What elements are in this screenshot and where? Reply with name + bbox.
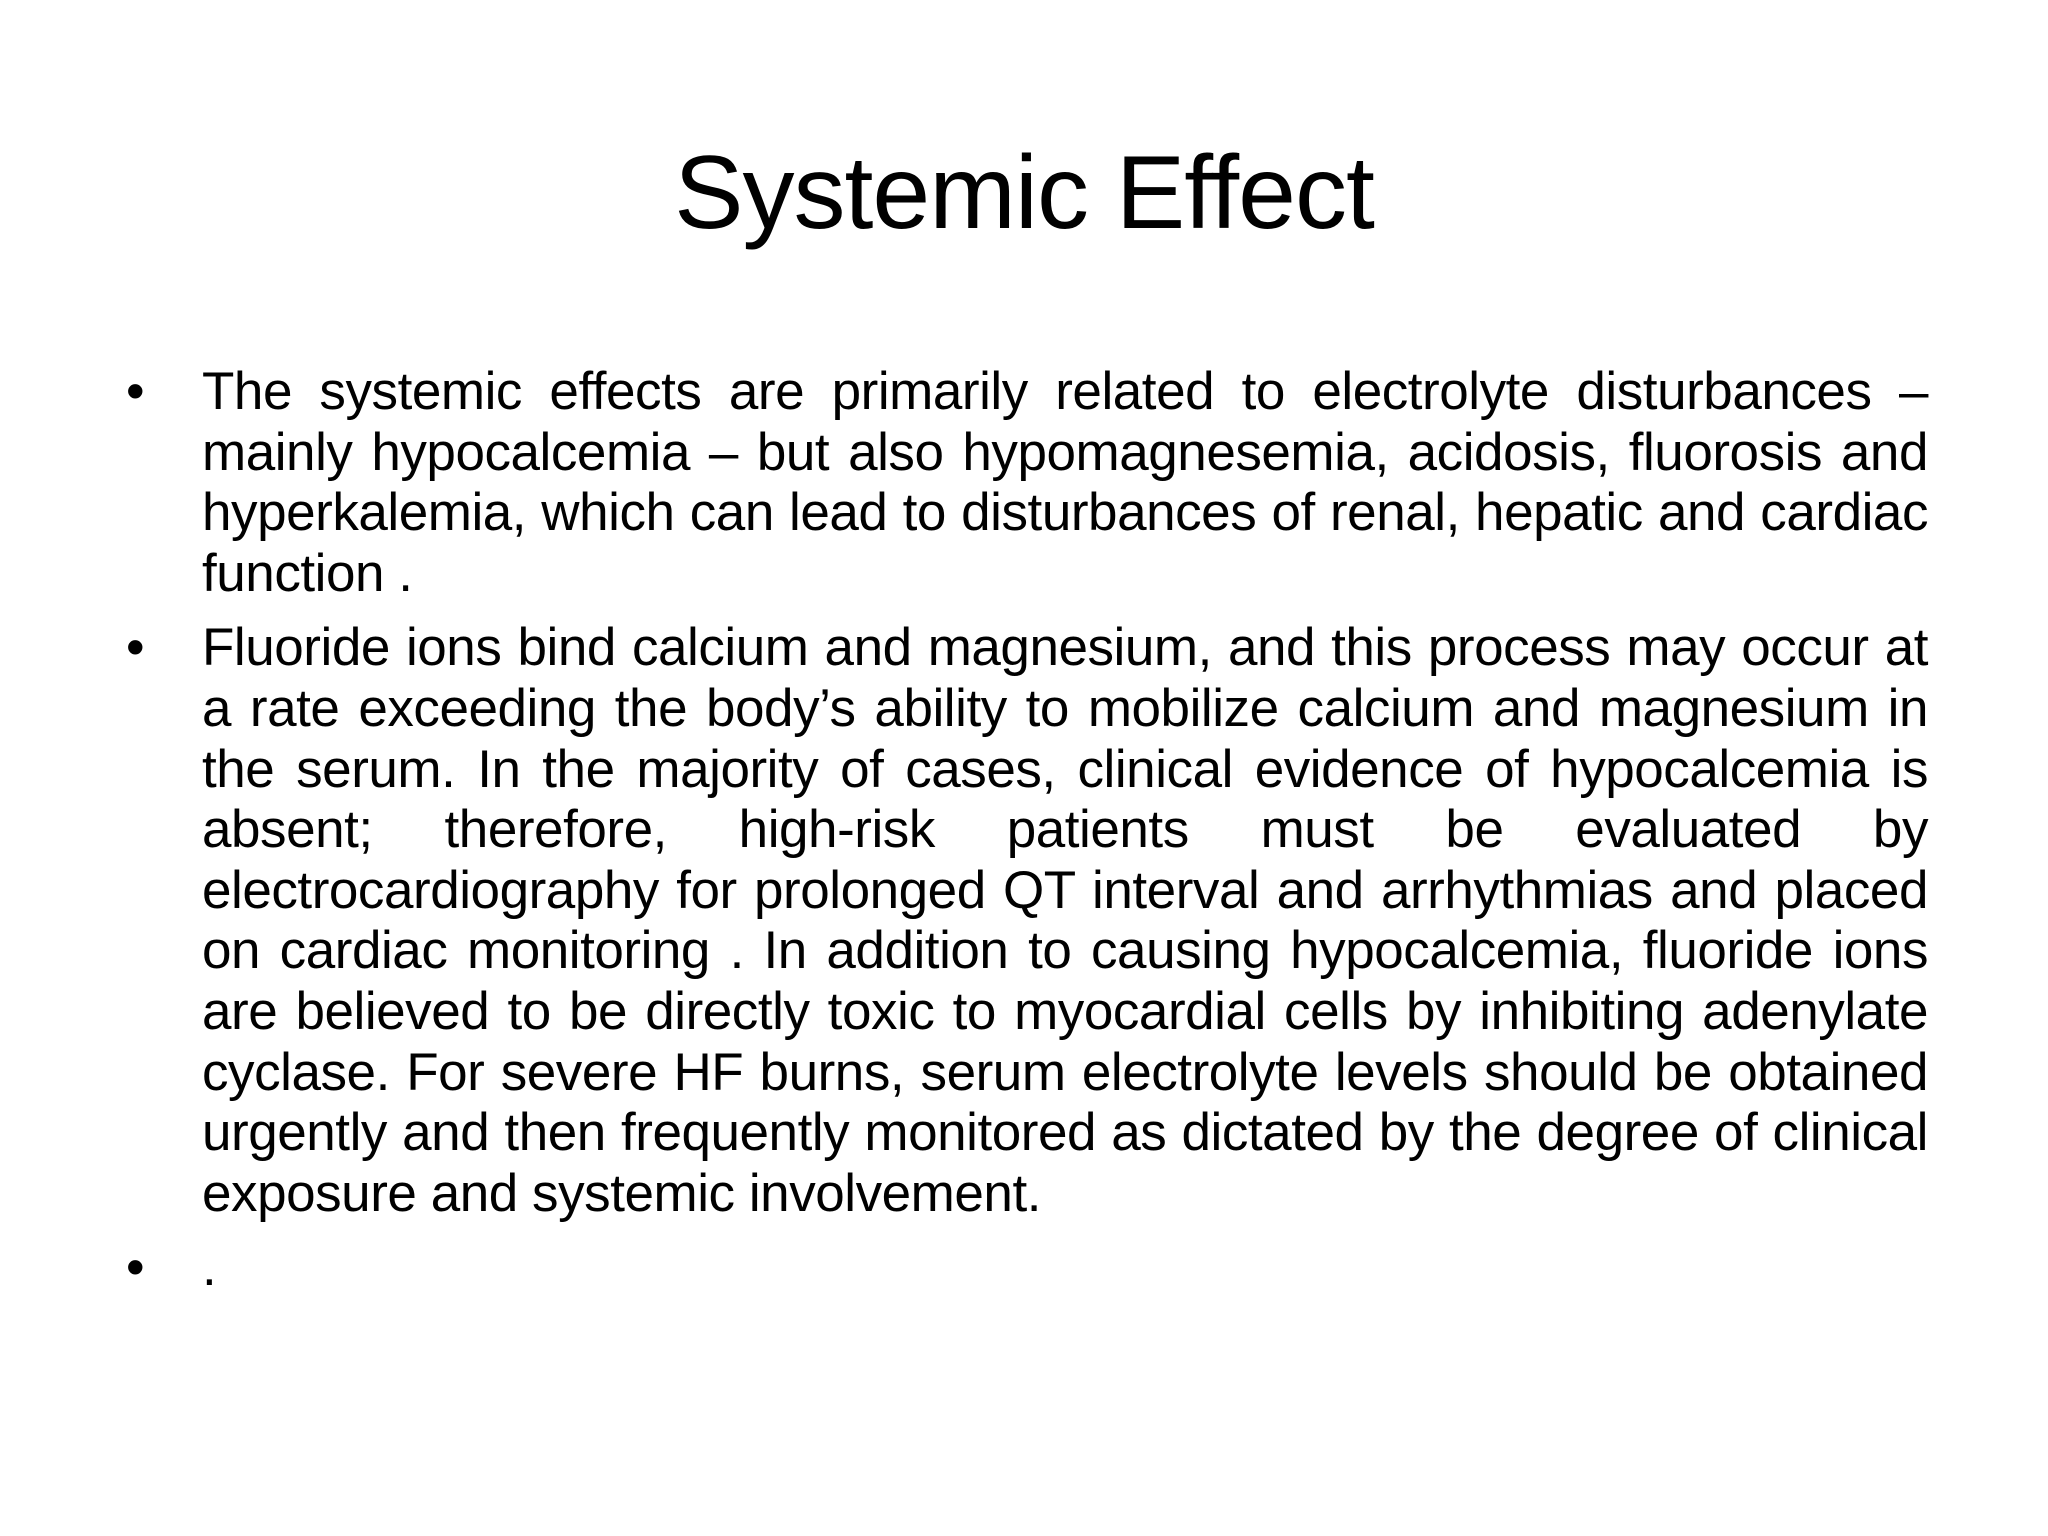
bullet-item bbox=[108, 1238, 1928, 1299]
bullet-dot-icon: • bbox=[126, 1238, 145, 1298]
bullet-item bbox=[108, 362, 1928, 604]
bullet-text: The systemic effects are primarily related to electrolyte disturbances – mainly hypocalcemia – but also hypomagnesemia, acidosis, fluorosis and hyperkalemia, which can lead to disturbances of renal, hepatic and cardiac function . bbox=[202, 362, 1928, 603]
bullet-list bbox=[108, 362, 1928, 1313]
bullet-text: Fluoride ions bind calcium and magnesium, and this process may occur at a rate exceeding the body’s ability to mobilize calcium and magnesium in the serum. In the majority of cases, clinical evidence of hypocalcemia is absent; therefore, high-risk patients must be evaluated by electrocardiography for prolonged QT interval and arrhythmias and placed on cardiac monitoring . In addition to causing hypocalcemia, fluoride ions are believed to be directly toxic to myocardial cells by inhibiting adenylate cyclase. For severe HF burns, serum electrolyte levels should be obtained urgently and then frequently monitored as dictated by the degree of clinical exposure and systemic involvement. bbox=[202, 618, 1928, 1223]
bullet-dot-icon: • bbox=[126, 618, 145, 678]
bullet-text: . bbox=[202, 1238, 217, 1298]
slide-title: Systemic Effect bbox=[674, 135, 1374, 251]
bullet-item bbox=[108, 618, 1928, 1224]
bullet-dot-icon: • bbox=[126, 362, 145, 421]
